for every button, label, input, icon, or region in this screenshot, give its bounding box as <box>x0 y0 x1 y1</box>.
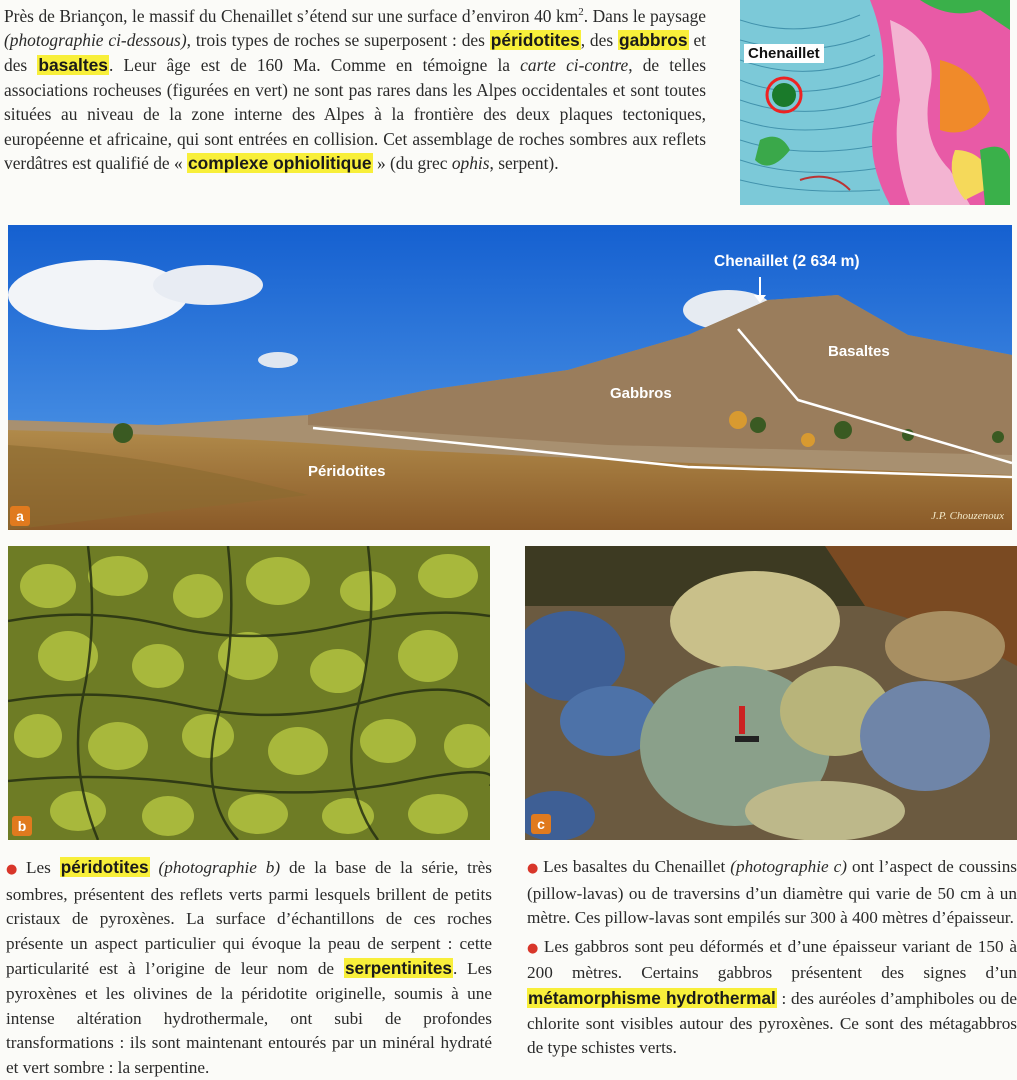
photo-serpentinite <box>8 546 490 840</box>
intro-paragraph: Près de Briançon, le massif du Chenaillet s’étend sur une surface d’environ 40 $km^2$. Dans le paysage (photographie ci-dessous), trois types de roches se superposent : des péridotites, des gabbros et des basaltes. Leur âge est de 160 Ma. Comme en témoigne la carte ci-contre, de telles associations rocheuses (figurées en vert) ne sont pas rares dans les Alpes occidentales et sont toutes situées au niveau de la zone interne des Alpes à la frontière des deux plaques tectoniques, européenne et africaine, qui sont entrées en collision. Cet assemblage de roches sombres aux reflets verdâtres est qualifié de « complexe ophiolitique » (du grec ophis, serpent). <box>4 5 707 174</box>
serpentinite-image <box>8 546 490 840</box>
summit-label: Chenaillet (2 634 m) <box>714 253 860 270</box>
map-label-chenaillet: Chenaillet <box>744 44 824 63</box>
photo-credit: J.P. Chouzenoux <box>931 510 1004 522</box>
photo-pillow-lavas <box>525 546 1017 840</box>
bullet-icon: ● <box>6 862 22 877</box>
keyword-complexe-ophiolitique: complexe ophiolitique <box>188 153 372 174</box>
keyword-peridotites-b: péridotites <box>60 857 149 877</box>
peridotites-paragraph: ● Les péridotites (photographie b) de la base de la série, très sombres, présentent des reflets verts parmi lesquels brillent de petits cristaux de pyroxènes. La surface d’échantillons de ces roches présente un aspect particulier qui évoque la peau de serpent : cette particularité est à l’origine de leur nom de serpentinites. Les pyroxènes et les olivines de la péridotite originelle, soumis à une intense altération hydrothermale, ont subi de profondes transformations : ils sont maintenant entourés par un minéral hydraté et vert sombre : la serpentine. <box>6 857 492 1077</box>
geological-map <box>740 0 1010 205</box>
keyword-serpentinites: serpentinites <box>344 958 452 979</box>
basaltes-paragraph: ● Les basaltes du Chenaillet (photographie c) ont l’aspect de coussins (pillow-lavas) ou de traversins d’un diamètre qui varie de 50 cm à un mètre. Ces pillow-lavas sont empilés sur 300 à 400 mètres d’épaisseur. <box>527 857 1017 928</box>
label-peridotites: Péridotites <box>308 463 386 480</box>
photo-letter-c: c <box>531 814 551 834</box>
photo-letter-b: b <box>12 816 32 836</box>
panorama-image <box>8 225 1012 530</box>
bullet-icon: ● <box>527 940 540 956</box>
bullet-icon: ● <box>527 861 540 876</box>
keyword-basaltes: basaltes <box>38 54 108 75</box>
basaltes-gabbros-paragraphs <box>527 855 1017 1065</box>
label-gabbros: Gabbros <box>610 385 672 402</box>
map-image <box>740 0 1010 205</box>
panorama-photo <box>8 225 1012 530</box>
gabbros-paragraph: ● Les gabbros sont peu déformés et d’une épaisseur variant de 150 à 200 mètres. Certains gabbros présentent des signes d’un métamorphisme hydrothermal : des auréoles d’amphiboles ou de chlorite sont visibles autour des pyroxènes. Ce sont des métagabbros de type schistes verts. <box>527 936 1017 1058</box>
photo-letter-a: a <box>10 506 30 526</box>
keyword-metamorphisme-hydrothermal: métamorphisme hydrothermal <box>528 987 776 1008</box>
label-basaltes: Basaltes <box>828 343 890 360</box>
keyword-peridotites: péridotites <box>490 30 580 51</box>
keyword-gabbros: gabbros <box>618 30 688 51</box>
pillow-lavas-image <box>525 546 1017 840</box>
